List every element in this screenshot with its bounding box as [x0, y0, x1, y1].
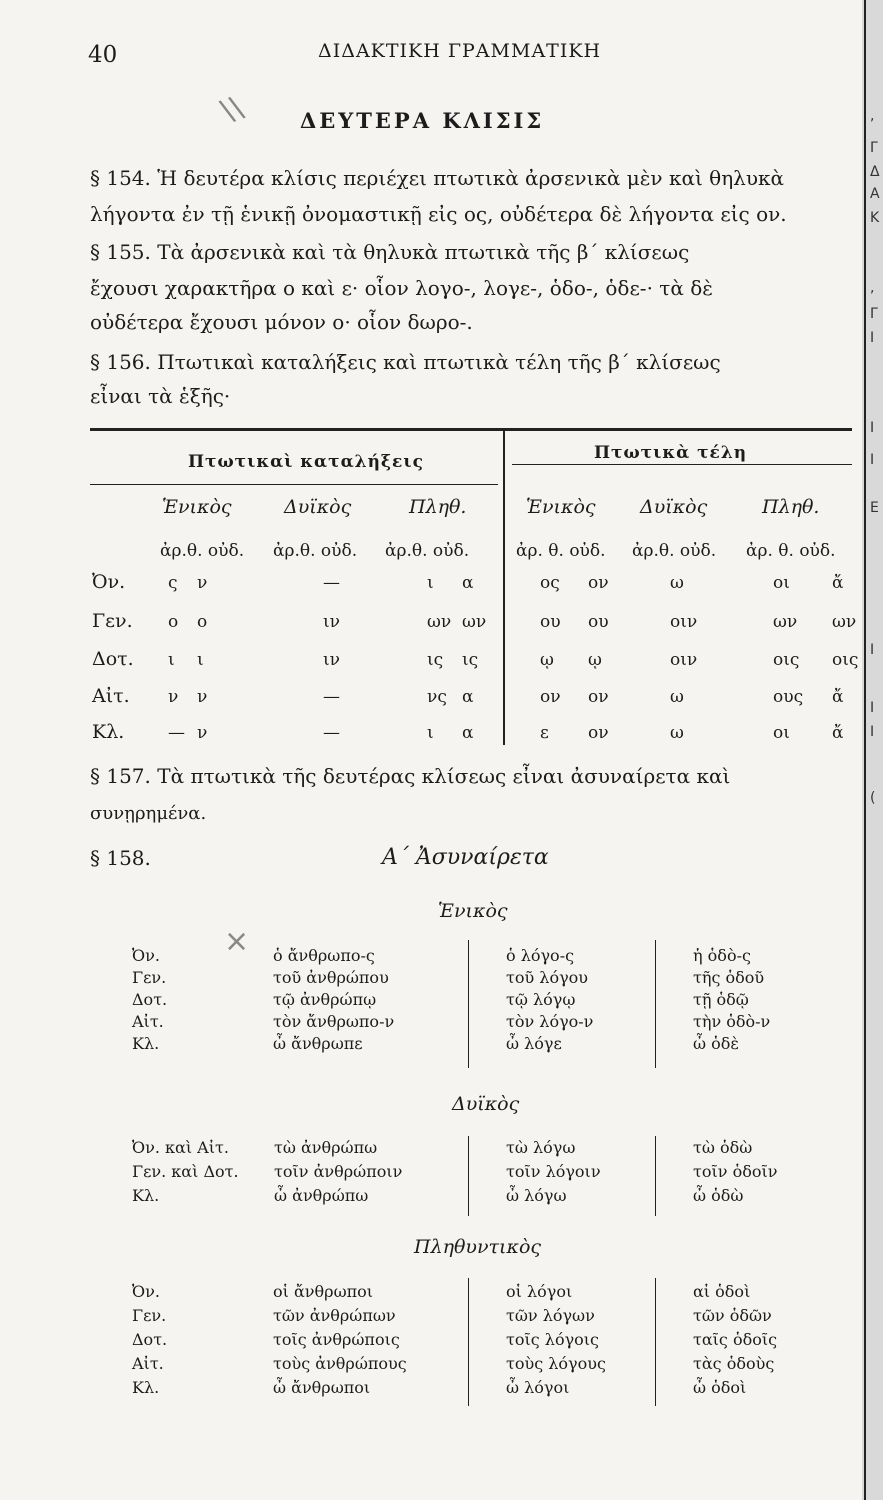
example-form-anthropos: τοῖν ἀνθρώποιν — [274, 1162, 403, 1181]
adjacent-page-glyph: Ι — [870, 420, 875, 436]
example-case-label: Αἰτ. — [132, 1012, 164, 1031]
ending-left-cell: — — [323, 573, 340, 593]
endings-left-header: Πτωτικαὶ καταλήξεις — [188, 452, 424, 472]
table-column-divider — [503, 430, 505, 745]
paragraph-155-line-1: § 155. Τὰ ἀρσενικὰ καὶ τὰ θηλυκὰ πτωτικὰ τῆς β΄ κλίσεως — [90, 240, 690, 264]
example-form-anthropos: ὁ ἄνθρωπο-ς — [273, 946, 375, 965]
ending-left-cell: — — [323, 687, 340, 707]
ending-left-cell: ων — [462, 612, 487, 632]
ending-right-cell: ἄ — [832, 723, 844, 743]
example-form-logos: τοὺς λόγους — [506, 1354, 606, 1373]
ending-right-cell: οι — [773, 573, 790, 593]
example-form-logos: τοῖς λόγοις — [506, 1330, 600, 1349]
example-form-anthropos: τῷ ἀνθρώπῳ — [273, 990, 377, 1009]
example-form-logos: οἱ λόγοι — [506, 1282, 573, 1301]
ending-row-case-label: Γεν. — [92, 610, 133, 632]
example-form-logos: τῶν λόγων — [506, 1306, 595, 1325]
ending-row-case-label: Ὀν. — [92, 571, 126, 593]
ending-left-cell: ις — [462, 650, 479, 670]
ending-right-cell: ους — [773, 687, 804, 707]
adjacent-page-glyph: Α — [870, 186, 880, 202]
right-gender-row-2: ἀρ.θ. οὐδ. — [632, 541, 717, 561]
example-form-anthropos: οἱ ἄνθρωποι — [273, 1282, 374, 1301]
example-form-logos: τὸν λόγο-ν — [506, 1012, 594, 1031]
example-form-logos: ὦ λόγοι — [506, 1378, 570, 1397]
adjacent-page-glyph: Ι — [870, 700, 875, 716]
adjacent-page-glyph: Γ — [870, 140, 878, 156]
ending-right-cell: ἄ — [832, 573, 844, 593]
example-form-logos: τοῦ λόγου — [506, 968, 588, 987]
adjacent-page-glyph: Ε — [870, 500, 879, 516]
example-case-label: Ὀν. καὶ Αἰτ. — [132, 1138, 229, 1157]
ending-right-cell: ἄ — [832, 687, 844, 707]
dual-divider-1 — [468, 1136, 469, 1216]
ending-right-cell: ω — [670, 573, 684, 593]
example-form-hodos: ὦ ὁδὼ — [693, 1186, 744, 1205]
dual-heading: Δυϊκὸς — [452, 1093, 520, 1115]
ending-left-cell: α — [462, 573, 474, 593]
ending-right-cell: ον — [540, 687, 561, 707]
example-form-anthropos: τὸν ἄνθρωπο-ν — [273, 1012, 395, 1031]
singular-divider-1 — [468, 940, 469, 1068]
ending-left-cell: ων — [427, 612, 452, 632]
example-case-label: Αἰτ. — [132, 1354, 164, 1373]
adjacent-page-glyph: Κ — [870, 210, 880, 226]
example-case-label: Κλ. — [132, 1034, 160, 1053]
example-form-anthropos: τὼ ἀνθρώπω — [274, 1138, 378, 1157]
singular-heading: Ἑνικὸς — [438, 900, 508, 922]
adjacent-page-glyph: Δ — [870, 164, 880, 180]
example-case-label: Δοτ. — [132, 990, 168, 1009]
section-title: ΔΕΥΤΕΡΑ ΚΛΙΣΙΣ — [300, 108, 545, 133]
example-form-logos: τοῖν λόγοιν — [506, 1162, 601, 1181]
example-form-anthropos: τοὺς ἀνθρώπους — [273, 1354, 407, 1373]
plural-divider-2 — [655, 1278, 656, 1406]
ending-right-cell: οιν — [670, 612, 698, 632]
ending-left-cell: ι — [168, 650, 175, 670]
paragraph-156-line-2: εἶναι τὰ ἑξῆς· — [90, 384, 231, 408]
ending-left-cell: ν — [168, 687, 179, 707]
paragraph-155-line-2: ἔχουσι χαρακτῆρα ο καὶ ε· οἷον λογο-, λογε-, ὁδο-, ὁδε-· τὰ δὲ — [90, 276, 713, 300]
ending-left-cell: ο — [197, 612, 208, 632]
example-form-hodos: τὴν ὁδὸ-ν — [693, 1012, 771, 1031]
paragraph-155-line-3: οὐδέτερα ἔχουσι μόνον ο· οἷον δωρο-. — [90, 310, 473, 334]
paragraph-158-number: § 158. — [90, 846, 151, 870]
ending-right-cell: ων — [832, 612, 857, 632]
page-gutter-line — [864, 0, 866, 1500]
example-form-anthropos: ὦ ἄνθρωποι — [273, 1378, 371, 1397]
paragraph-156-line-1: § 156. Πτωτικαὶ καταλήξεις καὶ πτωτικὰ τέλη τῆς β΄ κλίσεως — [90, 350, 721, 374]
singular-divider-2 — [655, 940, 656, 1068]
example-form-hodos: τῶν ὁδῶν — [693, 1306, 772, 1325]
ending-right-cell: οι — [773, 723, 790, 743]
adjacent-page-glyph: Ι — [870, 724, 875, 740]
ending-right-cell: ων — [773, 612, 798, 632]
left-gender-row-3: ἀρ.θ. οὐδ. — [385, 541, 470, 561]
right-gender-row-1: ἀρ. θ. οὐδ. — [516, 541, 606, 561]
example-form-logos: ὦ λόγε — [506, 1034, 562, 1053]
paragraph-158-title: Α΄ Ἀσυναίρετα — [382, 845, 549, 870]
page-number: 40 — [88, 42, 118, 68]
ending-right-cell: ον — [588, 573, 609, 593]
example-form-anthropos: ὦ ἀνθρώπω — [274, 1186, 369, 1205]
right-header-rule — [512, 464, 852, 465]
example-form-hodos: τῇ ὁδῷ — [693, 990, 749, 1009]
ending-left-cell: ν — [197, 573, 208, 593]
endings-right-header: Πτωτικὰ τέλη — [594, 443, 748, 463]
adjacent-page-glyph: ( — [870, 790, 876, 806]
example-case-label: Γεν. καὶ Δοτ. — [132, 1162, 239, 1181]
adjacent-page-glyph: , — [870, 108, 875, 124]
ending-left-cell: ι — [427, 573, 434, 593]
example-form-hodos: τὰς ὁδοὺς — [693, 1354, 775, 1373]
ending-right-cell: ον — [588, 687, 609, 707]
paragraph-154-line-1: § 154. Ἡ δευτέρα κλίσις περιέχει πτωτικὰ ἀρσενικὰ μὲν καὶ θηλυκὰ — [90, 166, 785, 190]
example-form-anthropos: τοῖς ἀνθρώποις — [273, 1330, 400, 1349]
example-case-label: Γεν. — [132, 968, 167, 987]
right-plural-header: Πληθ. — [762, 496, 820, 518]
ending-row-case-label: Αἰτ. — [92, 685, 130, 707]
left-gender-row-1: ἀρ.θ. οὐδ. — [160, 541, 245, 561]
right-gender-row-3: ἀρ. θ. οὐδ. — [746, 541, 836, 561]
ending-left-cell: νς — [427, 687, 447, 707]
ending-right-cell: ε — [540, 723, 549, 743]
ending-left-cell: — — [323, 723, 340, 743]
ending-left-cell: α — [462, 723, 474, 743]
example-form-logos: ὁ λόγο-ς — [506, 946, 575, 965]
ending-row-case-label: Δοτ. — [92, 648, 134, 670]
example-form-anthropos: ὦ ἄνθρωπε — [273, 1034, 363, 1053]
dual-divider-2 — [655, 1136, 656, 1216]
example-form-logos: ὦ λόγω — [506, 1186, 567, 1205]
adjacent-page-glyph: Γ — [870, 306, 878, 322]
ending-right-cell: ω — [670, 723, 684, 743]
example-form-logos: τῷ λόγῳ — [506, 990, 576, 1009]
paragraph-157-line-1: § 157. Τὰ πτωτικὰ τῆς δευτέρας κλίσεως εἶναι ἀσυναίρετα καὶ — [90, 764, 731, 788]
ending-right-cell: ος — [540, 573, 560, 593]
running-title: ΔΙΔΑΚΤΙΚΗ ΓΡΑΜΜΑΤΙΚΗ — [318, 40, 602, 62]
ending-right-cell: ου — [588, 612, 609, 632]
example-form-hodos: αἱ ὁδοὶ — [693, 1282, 751, 1301]
left-singular-header: Ἑνικὸς — [162, 496, 232, 518]
left-plural-header: Πληθ. — [409, 496, 467, 518]
ending-row-case-label: Κλ. — [92, 721, 125, 743]
ending-right-cell: οιν — [670, 650, 698, 670]
table-top-rule — [90, 428, 852, 431]
example-case-label: Κλ. — [132, 1378, 160, 1397]
plural-divider-1 — [468, 1278, 469, 1406]
adjacent-page-glyph: , — [870, 280, 875, 296]
example-form-hodos: ταῖς ὁδοῖς — [693, 1330, 778, 1349]
pencil-mark-icon: \\ — [216, 89, 248, 130]
example-form-hodos: τὼ ὁδὼ — [693, 1138, 753, 1157]
paragraph-157-line-2: συνῃρημένα. — [90, 803, 207, 824]
ending-left-cell: ιν — [323, 612, 340, 632]
ending-left-cell: ν — [197, 687, 208, 707]
plural-heading: Πληθυντικὸς — [414, 1236, 542, 1258]
paragraph-154-line-2: λήγοντα ἐν τῇ ἑνικῇ ὀνομαστικῇ εἰς ος, οὐδέτερα δὲ λήγοντα εἰς ον. — [90, 202, 787, 226]
ending-right-cell: ου — [540, 612, 561, 632]
ending-left-cell: ις — [427, 650, 444, 670]
example-form-hodos: τοῖν ὁδοῖν — [693, 1162, 778, 1181]
ending-left-cell: — — [168, 723, 185, 743]
example-case-label: Ὀν. — [132, 1282, 160, 1301]
example-form-hodos: ὦ ὁδὲ — [693, 1034, 739, 1053]
ending-right-cell: ῳ — [588, 650, 602, 670]
example-form-anthropos: τοῦ ἀνθρώπου — [273, 968, 389, 987]
ending-right-cell: ω — [670, 687, 684, 707]
left-dual-header: Δυϊκὸς — [284, 496, 352, 518]
left-header-rule — [90, 484, 498, 485]
pencil-cross-icon: × — [224, 924, 250, 959]
ending-left-cell: ν — [197, 723, 208, 743]
example-form-anthropos: τῶν ἀνθρώπων — [273, 1306, 396, 1325]
ending-left-cell: α — [462, 687, 474, 707]
example-form-hodos: ἡ ὁδὸ-ς — [693, 946, 751, 965]
ending-right-cell: ῳ — [540, 650, 554, 670]
example-case-label: Γεν. — [132, 1306, 167, 1325]
example-form-logos: τὼ λόγω — [506, 1138, 576, 1157]
ending-left-cell: ι — [197, 650, 204, 670]
right-dual-header: Δυϊκὸς — [640, 496, 708, 518]
ending-right-cell: οις — [832, 650, 859, 670]
example-form-hodos: τῆς ὁδοῦ — [693, 968, 765, 987]
ending-left-cell: ο — [168, 612, 179, 632]
adjacent-page-glyph: Ι — [870, 330, 875, 346]
adjacent-page-glyph: Ι — [870, 452, 875, 468]
example-form-hodos: ὦ ὁδοὶ — [693, 1378, 747, 1397]
example-case-label: Κλ. — [132, 1186, 160, 1205]
ending-left-cell: ιν — [323, 650, 340, 670]
ending-right-cell: οις — [773, 650, 800, 670]
example-case-label: Δοτ. — [132, 1330, 168, 1349]
left-gender-row-2: ἀρ.θ. οὐδ. — [273, 541, 358, 561]
example-case-label: Ὀν. — [132, 946, 160, 965]
adjacent-page-glyph: Ι — [870, 642, 875, 658]
ending-left-cell: ς — [168, 573, 178, 593]
ending-right-cell: ον — [588, 723, 609, 743]
ending-left-cell: ι — [427, 723, 434, 743]
right-singular-header: Ἑνικὸς — [526, 496, 596, 518]
